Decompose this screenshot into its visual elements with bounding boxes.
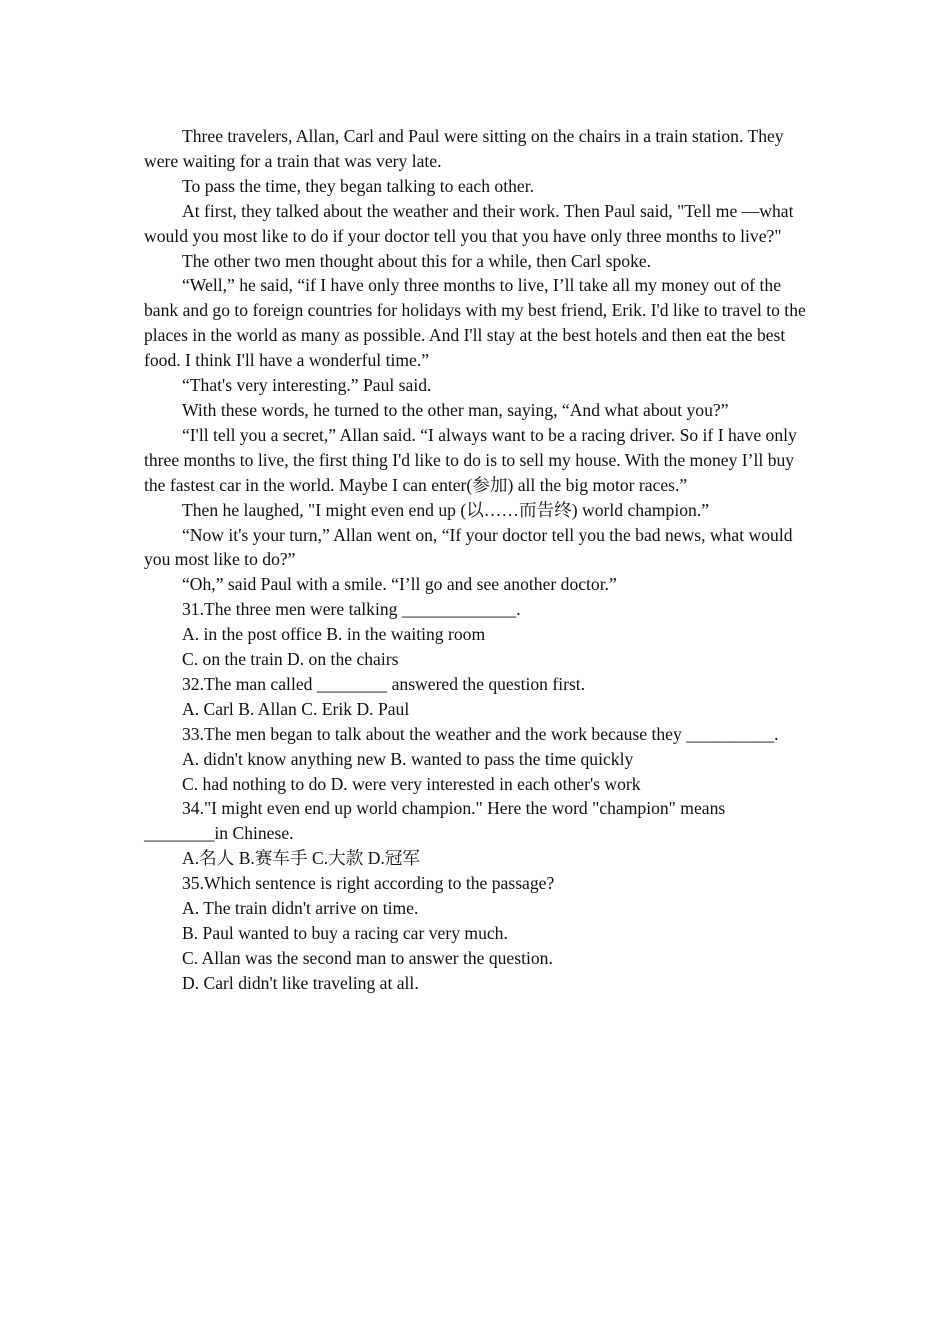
question-option: A. The train didn't arrive on time. <box>182 898 419 919</box>
question-option: A. didn't know anything new B. wanted to pass the time quickly <box>182 748 634 769</box>
passage-paragraph: To pass the time, they began talking to each other. <box>182 175 535 196</box>
question-stem: 33.The men began to talk about the weather and the work because they __________. <box>182 723 779 744</box>
question-option: A.名人 B.赛车手 C.大款 D.冠军 <box>182 848 421 869</box>
passage-paragraph: At first, they talked about the weather and their work. Then Paul said, "Tell me —what would you most like to do if your doctor tell you that you have only three months to live?" <box>144 200 794 246</box>
question-option: C. had nothing to do D. were very interested in each other's work <box>182 773 641 794</box>
document-page <box>144 124 809 996</box>
passage-paragraph: With these words, he turned to the other man, saying, “And what about you?” <box>182 399 729 420</box>
passage-paragraph: “Oh,” said Paul with a smile. “I’ll go and see another doctor.” <box>182 574 617 595</box>
question-option: C. Allan was the second man to answer the question. <box>182 947 553 968</box>
question-option: A. Carl B. Allan C. Erik D. Paul <box>182 698 410 719</box>
question-block-31 <box>144 597 809 672</box>
question-option: B. Paul wanted to buy a racing car very much. <box>182 923 508 943</box>
passage-paragraph: Then he laughed, "I might even end up (以……而告终) world champion.” <box>182 499 710 520</box>
question-stem: 32.The man called ________ answered the question first. <box>182 673 586 694</box>
passage-paragraph: “Well,” he said, “if I have only three months to live, I’ll take all my money out of the bank and go to foreign countries for holidays with my best friend, Erik. I'd like to travel to the places in the world as many as possible. And I'll stay at the best hotels and then eat the best food. I think I'll have a wonderful time.” <box>144 275 806 371</box>
passage-paragraph: “That's very interesting.” Paul said. <box>182 375 432 396</box>
passage-paragraph: The other two men thought about this for a while, then Carl spoke. <box>182 250 652 271</box>
question-block-32 <box>144 672 809 722</box>
question-stem: 31.The three men were talking _____________. <box>182 599 521 620</box>
passage-paragraph: “Now it's your turn,” Allan went on, “If your doctor tell you the bad news, what would you most like to do?” <box>144 524 793 570</box>
question-option: A. in the post office B. in the waiting room <box>182 624 486 645</box>
question-block-33 <box>144 722 809 797</box>
question-stem: 34."I might even end up world champion." Here the word "champion" means ________in Chinese. <box>144 798 726 844</box>
question-stem: 35.Which sentence is right according to the passage? <box>182 873 555 894</box>
question-block-35 <box>144 871 809 996</box>
passage-paragraph: “I'll tell you a secret,” Allan said. “I always want to be a racing driver. So if I have only three months to live, the first thing I'd like to do is to sell my house. With the money I’ll buy the fastest car in the world. Maybe I can enter(参加) all the big motor races.” <box>144 424 797 495</box>
question-block-34 <box>144 796 809 871</box>
reading-passage <box>144 124 809 597</box>
passage-paragraph: Three travelers, Allan, Carl and Paul were sitting on the chairs in a train station. They were waiting for a train that was very late. <box>144 126 784 171</box>
question-option: C. on the train D. on the chairs <box>182 649 399 670</box>
question-option: D. Carl didn't like traveling at all. <box>182 972 419 993</box>
